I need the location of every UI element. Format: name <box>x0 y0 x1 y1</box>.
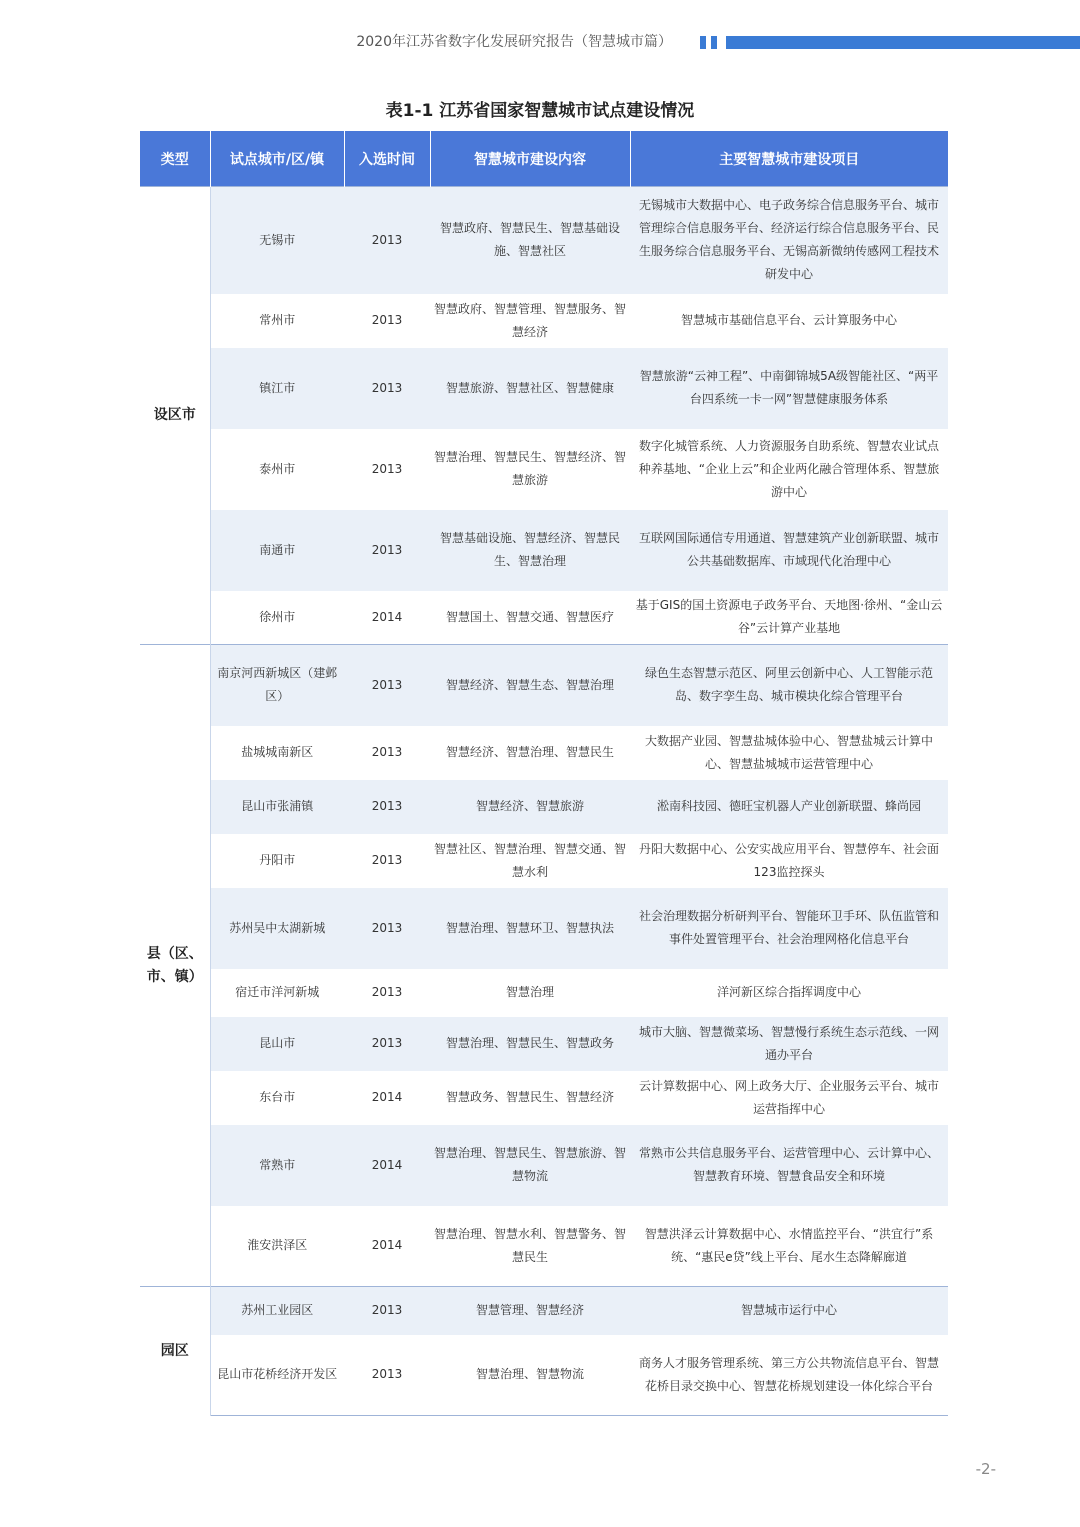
year-cell: 2014 <box>344 1125 430 1206</box>
content-cell: 智慧国土、智慧交通、智慧医疗 <box>445 609 614 624</box>
projects-cell: 大数据产业园、智慧盐城体验中心、智慧盐城云计算中心、智慧盐城城市运营管理中心 <box>644 733 933 771</box>
content-cell: 智慧治理 <box>505 985 554 999</box>
city-cell: 苏州工业园区 <box>210 1287 344 1335</box>
content-cell: 智慧治理、智慧民生、智慧经济、智慧旅游 <box>434 450 627 487</box>
city-cell: 宿迁市洋河新城 <box>235 985 320 999</box>
year-cell: 2013 <box>344 510 430 591</box>
year-cell: 2013 <box>371 985 403 999</box>
content-cell: 智慧基础设施、智慧经济、智慧民生、智慧治理 <box>430 510 630 591</box>
content-cell: 智慧社区、智慧治理、智慧交通、智慧水利 <box>434 841 627 879</box>
year-cell: 2013 <box>344 888 430 969</box>
projects-cell: 数字化城管系统、人力资源服务自助系统、智慧农业试点种养基地、“企业上云”和企业两化融合管理体系、智慧旅游中心 <box>638 438 940 499</box>
col-header-content: 智慧城市建设内容 <box>430 131 630 187</box>
city-cell: 泰州市 <box>259 461 296 476</box>
content-cell: 智慧治理、智慧环卫、智慧执法 <box>430 888 630 969</box>
year-cell: 2013 <box>371 745 403 759</box>
content-cell: 智慧治理、智慧水利、智慧警务、智慧民生 <box>434 1226 627 1264</box>
projects-cell: 城市大脑、智慧微菜场、智慧慢行系统生态示范线、一网通办平台 <box>630 1017 948 1071</box>
table-row <box>140 1125 948 1206</box>
table-row <box>140 1206 948 1287</box>
table-row <box>140 348 948 429</box>
content-cell: 智慧经济、智慧生态、智慧治理 <box>430 645 630 726</box>
table-header-row <box>140 131 948 187</box>
type-cell: 县（区、市、镇） <box>140 645 210 1287</box>
year-cell: 2013 <box>371 461 403 476</box>
city-cell: 丹阳市 <box>259 853 296 867</box>
projects-cell: 商务人才服务管理系统、第三方公共物流信息平台、智慧花桥目录交换中心、智慧花桥规划建设一体化综合平台 <box>630 1335 948 1416</box>
table-row <box>140 645 948 726</box>
table-row <box>140 888 948 969</box>
table-row <box>140 969 948 1017</box>
content-cell: 智慧政务、智慧民生、智慧经济 <box>445 1090 614 1104</box>
city-cell: 昆山市张浦镇 <box>210 780 344 834</box>
projects-cell: 绿色生态智慧示范区、阿里云创新中心、人工智能示范岛、数字孪生岛、城市模块化综合管理平台 <box>630 645 948 726</box>
content-cell: 智慧治理、智慧物流 <box>430 1335 630 1416</box>
table-row <box>140 187 948 294</box>
table-row <box>140 429 948 510</box>
col-header-city: 试点城市/区/镇 <box>210 131 344 187</box>
year-cell: 2013 <box>344 187 430 294</box>
year-cell: 2013 <box>371 313 403 327</box>
year-cell: 2013 <box>344 645 430 726</box>
header-decor-bar <box>711 36 717 49</box>
year-cell: 2014 <box>371 609 403 624</box>
city-cell: 镇江市 <box>210 348 344 429</box>
year-cell: 2014 <box>371 1090 403 1104</box>
type-cell: 设区市 <box>140 187 210 645</box>
projects-cell: 洋河新区综合指挥调度中心 <box>716 985 861 999</box>
table-row <box>140 726 948 780</box>
page-header <box>0 30 1080 54</box>
report-title: 2020年江苏省数字化发展研究报告（智慧城市篇） <box>356 34 672 50</box>
city-cell: 昆山市花桥经济开发区 <box>210 1335 344 1416</box>
city-cell: 盐城城南新区 <box>241 745 314 759</box>
content-cell: 智慧政府、智慧管理、智慧服务、智慧经济 <box>434 301 627 339</box>
city-cell: 徐州市 <box>259 609 296 624</box>
header-decor-bar <box>700 36 706 49</box>
content-cell: 智慧管理、智慧经济 <box>430 1287 630 1335</box>
year-cell: 2013 <box>344 1335 430 1416</box>
content-cell: 智慧旅游、智慧社区、智慧健康 <box>430 348 630 429</box>
projects-cell: 互联网国际通信专用通道、智慧建筑产业创新联盟、城市公共基础数据库、市域现代化治理中心 <box>630 510 948 591</box>
year-cell: 2013 <box>344 348 430 429</box>
table-row <box>140 294 948 348</box>
city-cell: 东台市 <box>259 1090 296 1104</box>
projects-cell: 智慧洪泽云计算数据中心、水情监控平台、“洪宜行”系统、“惠民e贷”线上平台、尾水生态降解廊道 <box>644 1226 934 1264</box>
table-row <box>140 1017 948 1071</box>
content-cell: 智慧政府、智慧民生、智慧基础设施、智慧社区 <box>430 187 630 294</box>
projects-cell: 智慧城市基础信息平台、云计算服务中心 <box>680 313 897 327</box>
pilot-city-table <box>140 131 948 1416</box>
page-number: -2- <box>975 1460 996 1478</box>
city-cell: 无锡市 <box>210 187 344 294</box>
projects-cell: 社会治理数据分析研判平台、智能环卫手环、队伍监管和事件处置管理平台、社会治理网格化信息平台 <box>630 888 948 969</box>
city-cell: 南京河西新城区（建邺区） <box>210 645 344 726</box>
content-cell: 智慧经济、智慧治理、智慧民生 <box>445 745 614 759</box>
projects-cell: 云计算数据中心、网上政务大厅、企业服务云平台、城市运营指挥中心 <box>638 1078 939 1116</box>
table-row <box>140 1335 948 1416</box>
projects-cell: 丹阳大数据中心、公安实战应用平台、智慧停车、社会面123监控探头 <box>638 841 939 879</box>
content-cell: 智慧治理、智慧民生、智慧旅游、智慧物流 <box>430 1125 630 1206</box>
col-header-projects: 主要智慧城市建设项目 <box>630 131 948 187</box>
city-cell: 苏州吴中太湖新城 <box>210 888 344 969</box>
city-cell: 南通市 <box>210 510 344 591</box>
year-cell: 2014 <box>371 1238 403 1253</box>
table-row <box>140 1287 948 1335</box>
projects-cell: 常熟市公共信息服务平台、运营管理中心、云计算中心、智慧教育环境、智慧食品安全和环境 <box>630 1125 948 1206</box>
content-cell: 智慧治理、智慧民生、智慧政务 <box>430 1017 630 1071</box>
type-cell: 园区 <box>140 1287 210 1416</box>
city-cell: 常熟市 <box>210 1125 344 1206</box>
year-cell: 2013 <box>344 1287 430 1335</box>
projects-cell: 智慧旅游“云神工程”、中南御锦城5A级智能社区、“两平台四系统一卡一网”智慧健康服务体系 <box>630 348 948 429</box>
table-row <box>140 510 948 591</box>
city-cell: 淮安洪泽区 <box>247 1238 308 1253</box>
header-decor-bar <box>726 36 1080 49</box>
projects-cell: 智慧城市运行中心 <box>630 1287 948 1335</box>
content-cell: 智慧经济、智慧旅游 <box>430 780 630 834</box>
year-cell: 2013 <box>344 780 430 834</box>
projects-cell: 基于GIS的国土资源电子政务平台、天地图·徐州、“金山云谷”云计算产业基地 <box>635 598 943 636</box>
year-cell: 2013 <box>371 853 403 867</box>
table-row <box>140 780 948 834</box>
city-cell: 常州市 <box>259 313 296 327</box>
table-row <box>140 834 948 888</box>
year-cell: 2013 <box>344 1017 430 1071</box>
table-row <box>140 1071 948 1125</box>
table-title: 表1-1 江苏省国家智慧城市试点建设情况 <box>385 101 695 121</box>
projects-cell: 无锡城市大数据中心、电子政务综合信息服务平台、城市管理综合信息服务平台、经济运行综合信息服务平台、民生服务综合信息服务平台、无锡高新微纳传感网工程技术研发中心 <box>630 187 948 294</box>
col-header-type: 类型 <box>140 131 210 187</box>
city-cell: 昆山市 <box>210 1017 344 1071</box>
projects-cell: 淞南科技园、德旺宝机器人产业创新联盟、蜂尚园 <box>630 780 948 834</box>
col-header-year: 入选时间 <box>344 131 430 187</box>
table-row <box>140 591 948 645</box>
